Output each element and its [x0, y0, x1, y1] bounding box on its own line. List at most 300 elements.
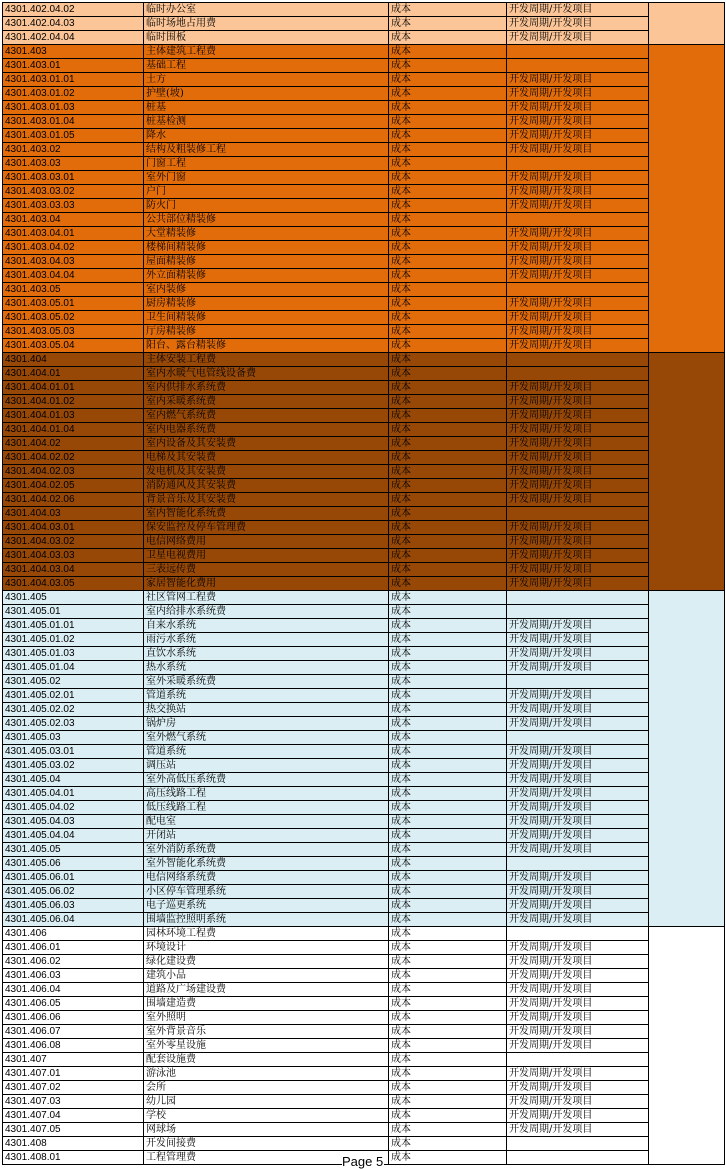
group-color-cell	[649, 1095, 725, 1109]
account-attribute-cell	[507, 283, 649, 297]
table-row	[3, 759, 725, 773]
account-attribute-cell: 开发周期/开发项目	[507, 1095, 649, 1109]
account-code-cell: 4301.403.03.03	[3, 199, 144, 213]
table-row	[3, 703, 725, 717]
account-code-cell: 4301.408.01	[3, 1151, 144, 1165]
account-attribute-cell: 开发周期/开发项目	[507, 269, 649, 283]
account-table	[2, 2, 725, 1165]
account-code-cell: 4301.406.05	[3, 997, 144, 1011]
account-type-cell: 成本	[389, 367, 507, 381]
account-attribute-cell: 开发周期/开发项目	[507, 955, 649, 969]
account-code-cell: 4301.404.03	[3, 507, 144, 521]
account-name-cell: 电信网络系统费	[144, 871, 389, 885]
group-color-cell	[649, 451, 725, 465]
group-color-cell	[649, 3, 725, 17]
account-code-cell: 4301.405.01.01	[3, 619, 144, 633]
account-code-cell: 4301.405.06.04	[3, 913, 144, 927]
group-color-cell	[649, 1123, 725, 1137]
group-color-cell	[649, 479, 725, 493]
account-code-cell: 4301.405.02.03	[3, 717, 144, 731]
account-code-cell: 4301.403.04	[3, 213, 144, 227]
table-row	[3, 619, 725, 633]
account-code-cell: 4301.405.04.02	[3, 801, 144, 815]
group-color-cell	[649, 1137, 725, 1151]
account-type-cell: 成本	[389, 605, 507, 619]
group-color-cell	[649, 955, 725, 969]
account-attribute-cell: 开发周期/开发项目	[507, 409, 649, 423]
account-type-cell: 成本	[389, 983, 507, 997]
group-color-cell	[649, 871, 725, 885]
table-row	[3, 689, 725, 703]
account-code-cell: 4301.403.01.04	[3, 115, 144, 129]
account-attribute-cell	[507, 59, 649, 73]
group-color-cell	[649, 675, 725, 689]
account-name-cell: 防火门	[144, 199, 389, 213]
account-attribute-cell: 开发周期/开发项目	[507, 1025, 649, 1039]
account-type-cell: 成本	[389, 591, 507, 605]
table-row	[3, 983, 725, 997]
account-type-cell: 成本	[389, 1053, 507, 1067]
account-code-cell: 4301.405.01.03	[3, 647, 144, 661]
account-name-cell: 工程管理费	[144, 1151, 389, 1165]
account-type-cell: 成本	[389, 899, 507, 913]
group-color-cell	[649, 437, 725, 451]
account-attribute-cell: 开发周期/开发项目	[507, 899, 649, 913]
table-row	[3, 311, 725, 325]
table-row	[3, 829, 725, 843]
group-color-cell	[649, 759, 725, 773]
table-row	[3, 815, 725, 829]
table-row	[3, 409, 725, 423]
account-code-cell: 4301.402.04.02	[3, 3, 144, 17]
account-type-cell: 成本	[389, 1137, 507, 1151]
table-row	[3, 745, 725, 759]
account-name-cell: 道路及广场建设费	[144, 983, 389, 997]
account-type-cell: 成本	[389, 563, 507, 577]
account-attribute-cell: 开发周期/开发项目	[507, 619, 649, 633]
group-color-cell	[649, 731, 725, 745]
account-name-cell: 室外门窗	[144, 171, 389, 185]
account-attribute-cell: 开发周期/开发项目	[507, 199, 649, 213]
account-name-cell: 网球场	[144, 1123, 389, 1137]
account-type-cell: 成本	[389, 689, 507, 703]
account-code-cell: 4301.406.08	[3, 1039, 144, 1053]
group-color-cell	[649, 689, 725, 703]
group-color-cell	[649, 843, 725, 857]
group-color-cell	[649, 241, 725, 255]
group-color-cell	[649, 647, 725, 661]
group-color-cell	[649, 983, 725, 997]
account-code-cell: 4301.403.04.03	[3, 255, 144, 269]
account-code-cell: 4301.407.05	[3, 1123, 144, 1137]
group-color-cell	[649, 367, 725, 381]
account-attribute-cell: 开发周期/开发项目	[507, 115, 649, 129]
table-row	[3, 297, 725, 311]
table-row	[3, 353, 725, 367]
table-row	[3, 1053, 725, 1067]
group-color-cell	[649, 591, 725, 605]
account-attribute-cell	[507, 1137, 649, 1151]
table-row	[3, 1067, 725, 1081]
account-type-cell: 成本	[389, 661, 507, 675]
account-type-cell: 成本	[389, 157, 507, 171]
account-code-cell: 4301.404.02.03	[3, 465, 144, 479]
table-row	[3, 157, 725, 171]
account-type-cell: 成本	[389, 787, 507, 801]
account-attribute-cell: 开发周期/开发项目	[507, 997, 649, 1011]
account-name-cell: 低压线路工程	[144, 801, 389, 815]
account-type-cell: 成本	[389, 675, 507, 689]
account-type-cell: 成本	[389, 731, 507, 745]
account-name-cell: 消防通风及其安装费	[144, 479, 389, 493]
account-code-cell: 4301.403.04.01	[3, 227, 144, 241]
account-code-cell: 4301.402.04.04	[3, 31, 144, 45]
account-code-cell: 4301.407	[3, 1053, 144, 1067]
account-code-cell: 4301.406.07	[3, 1025, 144, 1039]
account-name-cell: 室内设备及其安装费	[144, 437, 389, 451]
account-name-cell: 室外高低压系统费	[144, 773, 389, 787]
account-code-cell: 4301.404.02.06	[3, 493, 144, 507]
account-code-cell: 4301.406.03	[3, 969, 144, 983]
account-attribute-cell: 开发周期/开发项目	[507, 185, 649, 199]
account-name-cell: 室内给排水系统费	[144, 605, 389, 619]
account-name-cell: 建筑小品	[144, 969, 389, 983]
account-attribute-cell: 开发周期/开发项目	[507, 31, 649, 45]
group-color-cell	[649, 423, 725, 437]
table-row	[3, 1011, 725, 1025]
account-code-cell: 4301.403.05	[3, 283, 144, 297]
account-name-cell: 卫生间精装修	[144, 311, 389, 325]
account-attribute-cell: 开发周期/开发项目	[507, 941, 649, 955]
account-name-cell: 园林环境工程费	[144, 927, 389, 941]
group-color-cell	[649, 563, 725, 577]
group-color-cell	[649, 1025, 725, 1039]
account-attribute-cell: 开发周期/开发项目	[507, 311, 649, 325]
account-attribute-cell: 开发周期/开发项目	[507, 437, 649, 451]
account-type-cell: 成本	[389, 773, 507, 787]
table-row	[3, 143, 725, 157]
group-color-cell	[649, 311, 725, 325]
account-code-cell: 4301.405.02	[3, 675, 144, 689]
group-color-cell	[649, 129, 725, 143]
account-attribute-cell: 开发周期/开发项目	[507, 73, 649, 87]
table-row	[3, 269, 725, 283]
table-row	[3, 451, 725, 465]
table-row	[3, 675, 725, 689]
account-name-cell: 背景音乐及其安装费	[144, 493, 389, 507]
table-row	[3, 1039, 725, 1053]
account-code-cell: 4301.406	[3, 927, 144, 941]
account-type-cell: 成本	[389, 3, 507, 17]
account-name-cell: 土方	[144, 73, 389, 87]
account-attribute-cell: 开发周期/开发项目	[507, 647, 649, 661]
group-color-cell	[649, 199, 725, 213]
group-color-cell	[649, 45, 725, 59]
table-row	[3, 941, 725, 955]
account-name-cell: 发电机及其安装费	[144, 465, 389, 479]
account-type-cell: 成本	[389, 129, 507, 143]
account-code-cell: 4301.405.03.02	[3, 759, 144, 773]
account-type-cell: 成本	[389, 745, 507, 759]
account-code-cell: 4301.404.03.05	[3, 577, 144, 591]
account-code-cell: 4301.403.04.02	[3, 241, 144, 255]
account-type-cell: 成本	[389, 87, 507, 101]
account-type-cell: 成本	[389, 73, 507, 87]
group-color-cell	[649, 633, 725, 647]
account-code-cell: 4301.407.01	[3, 1067, 144, 1081]
account-name-cell: 基础工程	[144, 59, 389, 73]
group-color-cell	[649, 773, 725, 787]
group-color-cell	[649, 1151, 725, 1165]
account-code-cell: 4301.404.02.02	[3, 451, 144, 465]
account-type-cell: 成本	[389, 857, 507, 871]
account-attribute-cell	[507, 1053, 649, 1067]
account-code-cell: 4301.405.06.01	[3, 871, 144, 885]
account-code-cell: 4301.404.02	[3, 437, 144, 451]
account-type-cell: 成本	[389, 311, 507, 325]
account-name-cell: 环境设计	[144, 941, 389, 955]
account-name-cell: 雨污水系统	[144, 633, 389, 647]
account-code-cell: 4301.404.01.03	[3, 409, 144, 423]
table-row	[3, 367, 725, 381]
account-attribute-cell: 开发周期/开发项目	[507, 913, 649, 927]
account-type-cell: 成本	[389, 801, 507, 815]
account-name-cell: 室外燃气系统	[144, 731, 389, 745]
account-name-cell: 锅炉房	[144, 717, 389, 731]
account-attribute-cell: 开发周期/开发项目	[507, 493, 649, 507]
group-color-cell	[649, 325, 725, 339]
account-type-cell: 成本	[389, 507, 507, 521]
account-code-cell: 4301.405.06.03	[3, 899, 144, 913]
account-attribute-cell	[507, 675, 649, 689]
account-type-cell: 成本	[389, 885, 507, 899]
account-attribute-cell: 开发周期/开发项目	[507, 297, 649, 311]
account-type-cell: 成本	[389, 213, 507, 227]
account-name-cell: 门窗工程	[144, 157, 389, 171]
account-attribute-cell	[507, 927, 649, 941]
account-name-cell: 主体安装工程费	[144, 353, 389, 367]
account-name-cell: 管道系统	[144, 745, 389, 759]
group-color-cell	[649, 913, 725, 927]
account-attribute-cell	[507, 1151, 649, 1165]
account-type-cell: 成本	[389, 493, 507, 507]
account-type-cell: 成本	[389, 1123, 507, 1137]
group-color-cell	[649, 283, 725, 297]
table-row	[3, 1109, 725, 1123]
account-code-cell: 4301.403.03	[3, 157, 144, 171]
table-row	[3, 3, 725, 17]
account-code-cell: 4301.405.03	[3, 731, 144, 745]
table-row	[3, 969, 725, 983]
table-row	[3, 521, 725, 535]
account-code-cell: 4301.405.01.04	[3, 661, 144, 675]
table-row	[3, 549, 725, 563]
account-code-cell: 4301.405.05	[3, 843, 144, 857]
account-attribute-cell: 开发周期/开发项目	[507, 17, 649, 31]
table-row	[3, 605, 725, 619]
account-code-cell: 4301.404.03.02	[3, 535, 144, 549]
account-attribute-cell	[507, 45, 649, 59]
account-type-cell: 成本	[389, 955, 507, 969]
account-name-cell: 电梯及其安装费	[144, 451, 389, 465]
group-color-cell	[649, 941, 725, 955]
table-row	[3, 885, 725, 899]
account-attribute-cell: 开发周期/开发项目	[507, 549, 649, 563]
table-row	[3, 633, 725, 647]
account-code-cell: 4301.403.01.02	[3, 87, 144, 101]
account-attribute-cell: 开发周期/开发项目	[507, 255, 649, 269]
account-code-cell: 4301.407.03	[3, 1095, 144, 1109]
account-attribute-cell: 开发周期/开发项目	[507, 1011, 649, 1025]
group-color-cell	[649, 255, 725, 269]
account-name-cell: 室外智能化系统费	[144, 857, 389, 871]
account-name-cell: 主体建筑工程费	[144, 45, 389, 59]
table-row	[3, 493, 725, 507]
account-type-cell: 成本	[389, 297, 507, 311]
account-code-cell: 4301.404.01.02	[3, 395, 144, 409]
account-name-cell: 社区管网工程费	[144, 591, 389, 605]
account-type-cell: 成本	[389, 1081, 507, 1095]
account-name-cell: 热水系统	[144, 661, 389, 675]
group-color-cell	[649, 409, 725, 423]
account-type-cell: 成本	[389, 549, 507, 563]
group-color-cell	[649, 885, 725, 899]
account-attribute-cell: 开发周期/开发项目	[507, 661, 649, 675]
group-color-cell	[649, 997, 725, 1011]
account-attribute-cell	[507, 157, 649, 171]
account-type-cell: 成本	[389, 241, 507, 255]
account-attribute-cell: 开发周期/开发项目	[507, 969, 649, 983]
table-row	[3, 395, 725, 409]
account-name-cell: 游泳池	[144, 1067, 389, 1081]
account-name-cell: 大堂精装修	[144, 227, 389, 241]
table-row	[3, 535, 725, 549]
account-name-cell: 配套设施费	[144, 1053, 389, 1067]
account-name-cell: 厨房精装修	[144, 297, 389, 311]
account-attribute-cell: 开发周期/开发项目	[507, 87, 649, 101]
account-attribute-cell: 开发周期/开发项目	[507, 395, 649, 409]
account-name-cell: 临时围板	[144, 31, 389, 45]
group-color-cell	[649, 297, 725, 311]
account-name-cell: 桩基检测	[144, 115, 389, 129]
account-type-cell: 成本	[389, 395, 507, 409]
account-attribute-cell: 开发周期/开发项目	[507, 871, 649, 885]
group-color-cell	[649, 493, 725, 507]
table-row	[3, 45, 725, 59]
account-code-cell: 4301.403	[3, 45, 144, 59]
account-name-cell: 户门	[144, 185, 389, 199]
table-row	[3, 773, 725, 787]
table-row	[3, 927, 725, 941]
group-color-cell	[649, 577, 725, 591]
account-type-cell: 成本	[389, 451, 507, 465]
account-name-cell: 外立面精装修	[144, 269, 389, 283]
group-color-cell	[649, 143, 725, 157]
account-attribute-cell: 开发周期/开发项目	[507, 451, 649, 465]
account-attribute-cell	[507, 591, 649, 605]
table-row	[3, 661, 725, 675]
account-code-cell: 4301.408	[3, 1137, 144, 1151]
account-code-cell: 4301.403.01	[3, 59, 144, 73]
account-name-cell: 保安监控及停车管理费	[144, 521, 389, 535]
account-attribute-cell: 开发周期/开发项目	[507, 339, 649, 353]
account-name-cell: 自来水系统	[144, 619, 389, 633]
table-row	[3, 997, 725, 1011]
group-color-cell	[649, 745, 725, 759]
account-code-cell: 4301.404.01	[3, 367, 144, 381]
account-code-cell: 4301.405.02.02	[3, 703, 144, 717]
group-color-cell	[649, 339, 725, 353]
account-code-cell: 4301.405.01.02	[3, 633, 144, 647]
group-color-cell	[649, 815, 725, 829]
account-attribute-cell: 开发周期/开发项目	[507, 171, 649, 185]
account-name-cell: 卫星电视费用	[144, 549, 389, 563]
account-name-cell: 围墙监控照明系统	[144, 913, 389, 927]
account-attribute-cell: 开发周期/开发项目	[507, 787, 649, 801]
table-row	[3, 17, 725, 31]
table-row	[3, 857, 725, 871]
group-color-cell	[649, 927, 725, 941]
account-type-cell: 成本	[389, 17, 507, 31]
account-code-cell: 4301.403.03.01	[3, 171, 144, 185]
account-name-cell: 室内装修	[144, 283, 389, 297]
table-row	[3, 101, 725, 115]
table-row	[3, 717, 725, 731]
account-code-cell: 4301.403.05.04	[3, 339, 144, 353]
account-type-cell: 成本	[389, 353, 507, 367]
group-color-cell	[649, 717, 725, 731]
table-row	[3, 731, 725, 745]
account-name-cell: 开闭站	[144, 829, 389, 843]
account-type-cell: 成本	[389, 717, 507, 731]
group-color-cell	[649, 1081, 725, 1095]
account-type-cell: 成本	[389, 465, 507, 479]
account-code-cell: 4301.405.04.03	[3, 815, 144, 829]
group-color-cell	[649, 87, 725, 101]
account-type-cell: 成本	[389, 381, 507, 395]
account-attribute-cell: 开发周期/开发项目	[507, 381, 649, 395]
table-row	[3, 955, 725, 969]
account-type-cell: 成本	[389, 1011, 507, 1025]
account-attribute-cell: 开发周期/开发项目	[507, 773, 649, 787]
account-name-cell: 室内电器系统费	[144, 423, 389, 437]
table-row	[3, 843, 725, 857]
table-row	[3, 129, 725, 143]
account-type-cell: 成本	[389, 31, 507, 45]
account-name-cell: 管道系统	[144, 689, 389, 703]
account-name-cell: 阳台、露台精装修	[144, 339, 389, 353]
account-attribute-cell: 开发周期/开发项目	[507, 759, 649, 773]
table-row	[3, 87, 725, 101]
account-attribute-cell: 开发周期/开发项目	[507, 227, 649, 241]
account-name-cell: 桩基	[144, 101, 389, 115]
table-row	[3, 227, 725, 241]
account-code-cell: 4301.403.01.05	[3, 129, 144, 143]
account-name-cell: 室内供排水系统费	[144, 381, 389, 395]
account-code-cell: 4301.404.03.01	[3, 521, 144, 535]
account-attribute-cell: 开发周期/开发项目	[507, 689, 649, 703]
account-type-cell: 成本	[389, 843, 507, 857]
group-color-cell	[649, 171, 725, 185]
table-row	[3, 647, 725, 661]
account-attribute-cell	[507, 367, 649, 381]
group-color-cell	[649, 17, 725, 31]
account-attribute-cell: 开发周期/开发项目	[507, 535, 649, 549]
account-type-cell: 成本	[389, 521, 507, 535]
account-code-cell: 4301.404	[3, 353, 144, 367]
group-color-cell	[649, 395, 725, 409]
account-name-cell: 热交换站	[144, 703, 389, 717]
